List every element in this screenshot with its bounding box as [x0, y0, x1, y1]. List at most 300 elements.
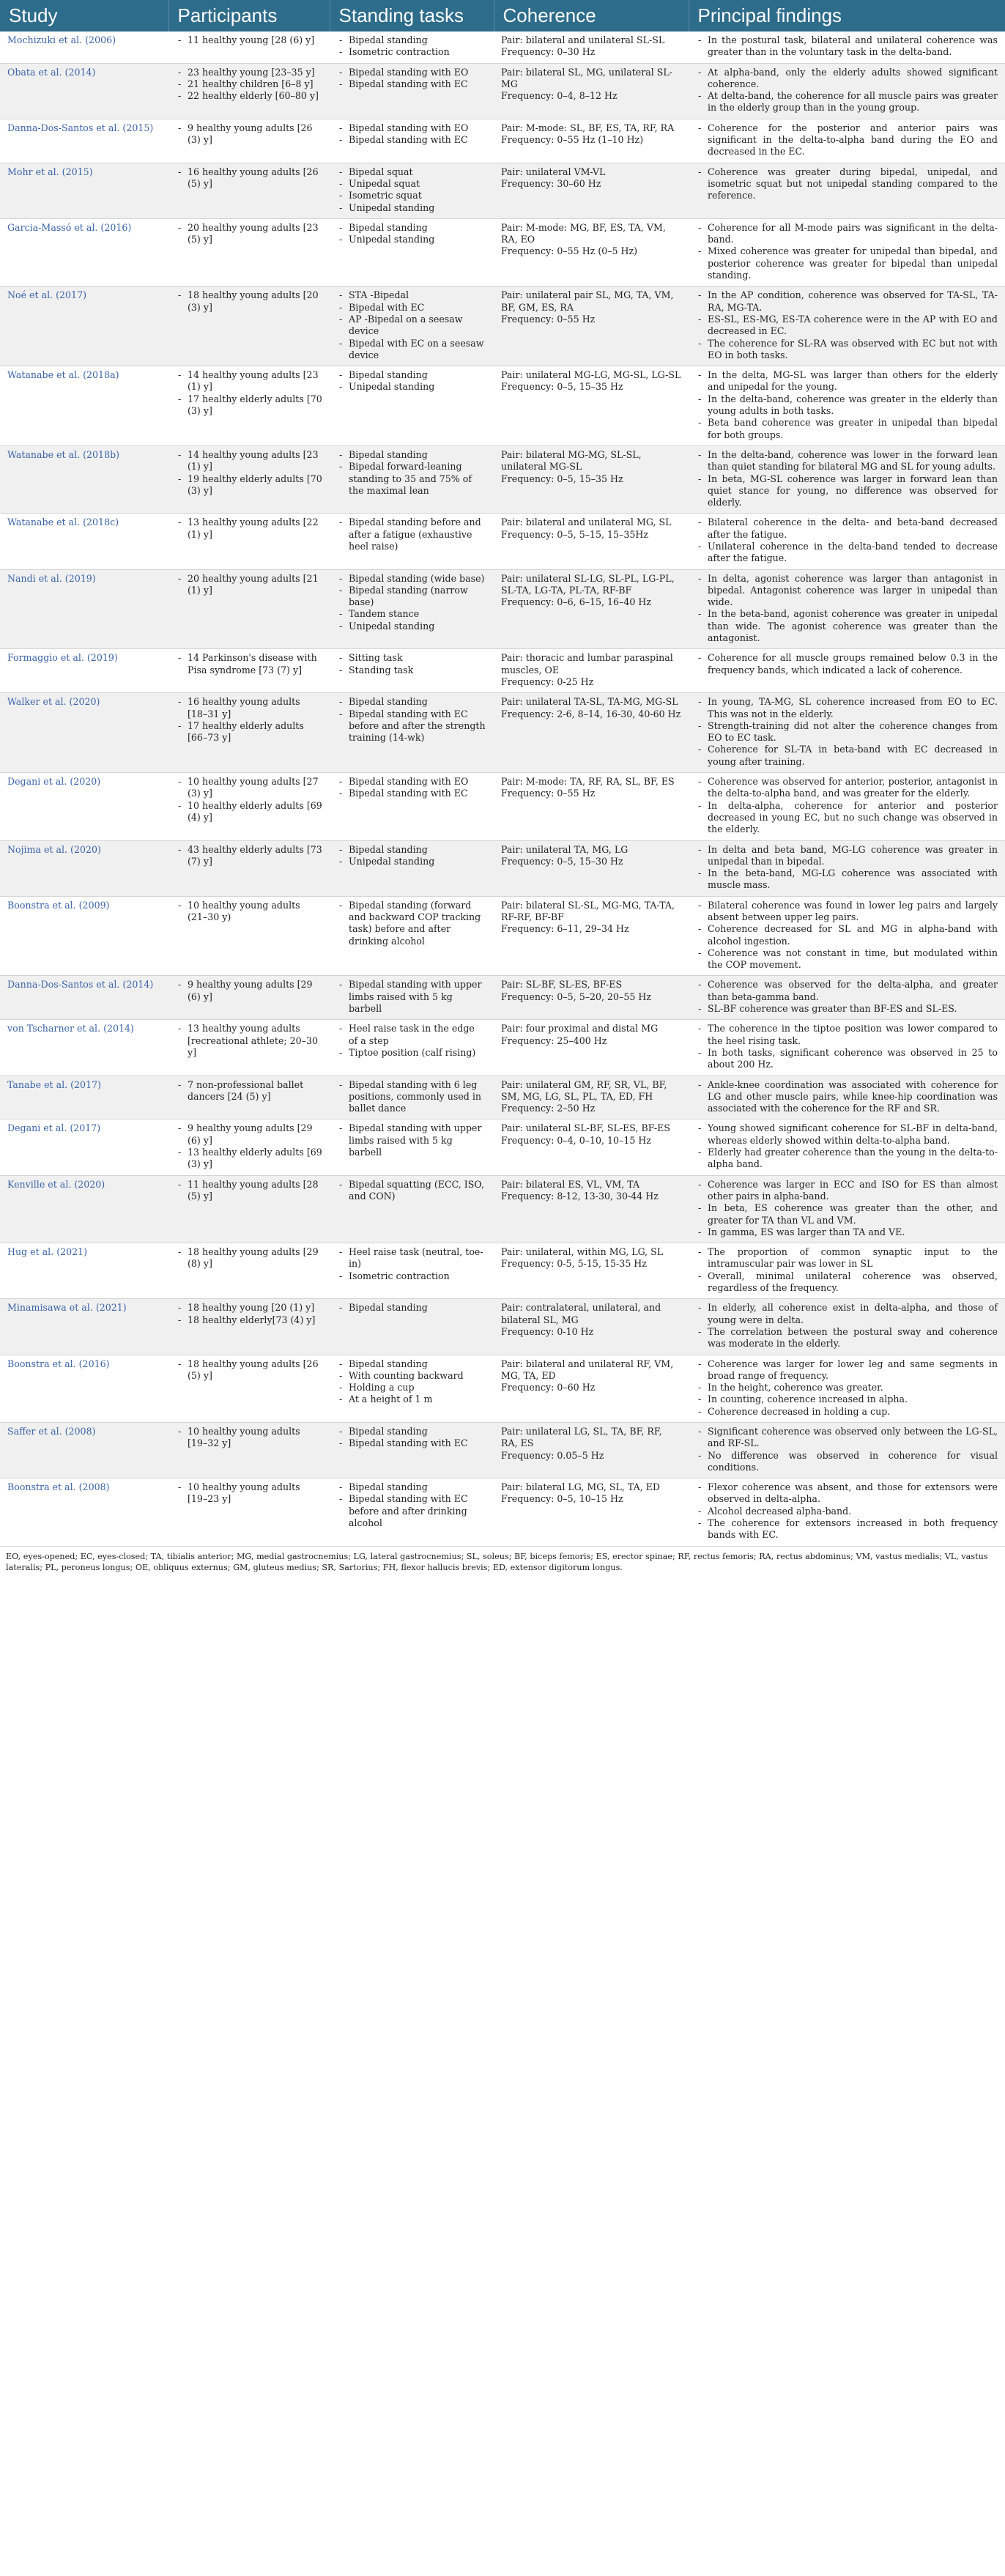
task-item: - Bipedal squat — [337, 166, 486, 178]
tasks-cell-list — [337, 652, 486, 676]
coherence-line: Pair: unilateral TA, MG, LG — [501, 843, 628, 855]
finding-item: - Ankle-knee coordination was associated with coherence for LG and other muscle pairs, while knee-hip coordination was associated with the coherence for the RF and SR. — [696, 1079, 998, 1115]
tasks-cell — [330, 366, 494, 446]
table-row — [0, 693, 1005, 773]
coherence-line: Frequency: 0.05–5 Hz — [501, 1449, 604, 1461]
coherence-line: Pair: unilateral, within MG, LG, SL — [501, 1246, 664, 1258]
coherence-line: Frequency: 0–55 Hz — [501, 788, 596, 799]
participants-cell — [168, 163, 330, 218]
participant-item: - 18 healthy young adults [26 (5) y] — [176, 1358, 322, 1383]
study-citation-link[interactable]: Saffer et al. (2008) — [7, 1425, 96, 1437]
findings-cell-list — [696, 449, 998, 508]
participants-cell-list — [176, 1426, 322, 1450]
table-row — [0, 32, 1005, 63]
finding-item: - In the postural task, bilateral and unilateral coherence was greater than in the voluntary task in the delta-band. — [696, 34, 998, 59]
coherence-line: Frequency: 0–5, 5–20, 20–55 Hz — [501, 991, 651, 1002]
participant-item: - 13 healthy elderly adults [69 (3) y] — [176, 1147, 322, 1171]
coherence-cell — [494, 63, 689, 119]
tasks-cell-list — [337, 1302, 486, 1314]
header-standing-tasks: Standing tasks — [330, 0, 494, 32]
tasks-cell — [330, 1076, 494, 1119]
participant-item: - 18 healthy young adults [29 (8) y] — [176, 1246, 322, 1270]
finding-item: - In both tasks, significant coherence was observed in 25 to about 200 Hz. — [696, 1047, 998, 1071]
finding-item: - Coherence was greater during bipedal, unipedal, and isometric squat but not unipedal standing compared to the reference. — [696, 166, 998, 202]
finding-item: - Mixed coherence was greater for unipedal than bipedal, and posterior coherence was greater for bipedal than unipedal standing. — [696, 245, 998, 281]
findings-cell-list — [696, 1358, 998, 1418]
participant-item: - 17 healthy elderly adults [70 (3) y] — [176, 393, 322, 418]
study-citation-link[interactable]: Mohr et al. (2015) — [7, 166, 93, 177]
participants-cell — [168, 445, 330, 513]
task-item: - Bipedal standing with EO — [337, 122, 486, 134]
coherence-cell — [494, 976, 689, 1020]
participant-item: - 7 non-professional ballet dancers [24 (5) y] — [176, 1079, 322, 1103]
finding-item: - At delta-band, the coherence for all muscle pairs was greater in the elderly group than in the young group. — [696, 90, 998, 114]
study-citation-link[interactable]: Kenville et al. (2020) — [7, 1178, 105, 1190]
tasks-cell-list — [337, 1426, 486, 1450]
participant-item: - 16 healthy young adults [18–31 y] — [176, 696, 322, 720]
coherence-cell — [494, 1119, 689, 1175]
coherence-line: Pair: bilateral and unilateral MG, SL — [501, 517, 672, 528]
participants-cell — [168, 1299, 330, 1355]
finding-item: - The correlation between the postural sway and coherence was moderate in the elderly. — [696, 1326, 998, 1350]
findings-cell-list — [696, 122, 998, 158]
study-cell — [0, 693, 168, 773]
coherence-line: Frequency: 0–60 Hz — [501, 1382, 596, 1394]
finding-item: - Coherence decreased for SL and MG in alpha-band with alcohol ingestion. — [696, 923, 998, 947]
study-cell — [0, 1076, 168, 1119]
participants-cell — [168, 1175, 330, 1243]
finding-item: - Unilateral coherence in the delta-band tended to decrease after the fatigue. — [696, 541, 998, 565]
findings-cell-list — [696, 844, 998, 892]
coherence-cell — [494, 649, 689, 693]
findings-cell-list — [696, 34, 998, 59]
participant-item: - 43 healthy elderly adults [73 (7) y] — [176, 844, 322, 868]
table-row — [0, 514, 1005, 569]
finding-item: - In beta, ES coherence was greater than the other, and greater for TA than VL and VM. — [696, 1202, 998, 1226]
participants-cell — [168, 976, 330, 1020]
coherence-line: Frequency: 0–5, 15–35 Hz — [501, 473, 623, 484]
coherence-cell — [494, 569, 689, 649]
participants-cell-list — [176, 67, 322, 103]
coherence-line: Frequency: 6–11, 29–34 Hz — [501, 923, 629, 935]
coherence-line: Pair: unilateral SL-BF, SL-ES, BF-ES — [501, 1122, 670, 1134]
tasks-cell-list — [337, 1079, 486, 1115]
tasks-cell — [330, 286, 494, 366]
participant-item: - 14 healthy young adults [23 (1) y] — [176, 449, 322, 473]
table-row — [0, 163, 1005, 218]
findings-cell-list — [696, 900, 998, 971]
coherence-cell — [494, 773, 689, 840]
coherence-line: Pair: four proximal and distal MG — [501, 1023, 659, 1035]
study-citation-link[interactable]: Degani et al. (2017) — [7, 1122, 101, 1134]
findings-cell — [689, 218, 1005, 286]
task-item: - Bipedal standing with EC — [337, 1437, 486, 1449]
participant-item: - 18 healthy young adults [20 (3) y] — [176, 289, 322, 314]
task-item: - Bipedal standing with EO — [337, 67, 486, 78]
study-citation-link[interactable]: Formaggio et al. (2019) — [7, 652, 118, 664]
study-citation-link[interactable]: Minamisawa et al. (2021) — [7, 1302, 127, 1314]
tasks-cell-list — [337, 1023, 486, 1059]
study-cell — [0, 1478, 168, 1546]
tasks-cell-list — [337, 517, 486, 552]
study-citation-link[interactable]: Hug et al. (2021) — [7, 1246, 88, 1258]
finding-item: - In gamma, ES was larger than TA and VE. — [696, 1226, 998, 1238]
participants-cell-list — [176, 900, 322, 924]
participants-cell-list — [176, 1122, 322, 1170]
task-item: - Bipedal standing — [337, 1426, 486, 1437]
task-item: - Sitting task — [337, 652, 486, 664]
findings-cell — [689, 649, 1005, 693]
coherence-line: Frequency: 0–30 Hz — [501, 46, 596, 58]
study-citation-link[interactable]: Mochizuki et al. (2006) — [7, 34, 116, 45]
task-item: - Unipedal squat — [337, 178, 486, 190]
task-item: - With counting backward — [337, 1370, 486, 1382]
finding-item: - Beta band coherence was greater in unipedal than bipedal for both groups. — [696, 417, 998, 441]
task-item: - Bipedal forward-leaning standing to 35 and 75% of the maximal lean — [337, 461, 486, 497]
finding-item: - Bilateral coherence in the delta- and beta-band decreased after the fatigue. — [696, 517, 998, 541]
findings-cell — [689, 976, 1005, 1020]
coherence-line: Frequency: 8-12, 13-30, 30-44 Hz — [501, 1190, 659, 1202]
study-cell — [0, 773, 168, 840]
finding-item: - In the AP condition, coherence was observed for TA-SL, TA-RA, MG-TA. — [696, 289, 998, 314]
tasks-cell-list — [337, 1122, 486, 1158]
study-cell — [0, 649, 168, 693]
participant-item: - 16 healthy young adults [26 (5) y] — [176, 166, 322, 190]
study-citation-link[interactable]: Walker et al. (2020) — [7, 696, 100, 708]
study-citation-link[interactable]: Garcia-Massó et al. (2016) — [7, 221, 132, 233]
study-citation-link[interactable]: Nandi et al. (2019) — [7, 572, 96, 584]
findings-cell — [689, 1422, 1005, 1478]
tasks-cell-list — [337, 449, 486, 497]
finding-item: - At alpha-band, only the elderly adults showed significant coherence. — [696, 67, 998, 91]
tasks-cell — [330, 1478, 494, 1546]
finding-item: - Coherence was larger for lower leg and same segments in broad range of frequency. — [696, 1358, 998, 1383]
coherence-line: Pair: M-mode: MG, BF, ES, TA, VM, RA, EO — [501, 221, 666, 245]
tasks-cell — [330, 773, 494, 840]
participants-cell-list — [176, 166, 322, 190]
findings-cell-list — [696, 1179, 998, 1238]
findings-cell-list — [696, 222, 998, 281]
task-item: - Bipedal standing — [337, 696, 486, 708]
finding-item: - The proportion of common synaptic input to the intramuscular pair was lower in SL — [696, 1246, 998, 1270]
coherence-line: Frequency: 0–55 Hz (1–10 Hz) — [501, 134, 644, 146]
findings-cell — [689, 119, 1005, 163]
tasks-cell — [330, 896, 494, 976]
coherence-cell — [494, 218, 689, 286]
study-citation-link[interactable]: Obata et al. (2014) — [7, 66, 96, 78]
tasks-cell-list — [337, 222, 486, 246]
study-cell — [0, 1020, 168, 1076]
findings-cell — [689, 63, 1005, 119]
coherence-line: Pair: unilateral MG-LG, MG-SL, LG-SL — [501, 369, 681, 381]
participants-cell-list — [176, 1179, 322, 1203]
participant-item: - 13 healthy young adults [22 (1) y] — [176, 517, 322, 541]
participants-cell — [168, 1243, 330, 1299]
participants-cell — [168, 896, 330, 976]
task-item: - Bipedal standing — [337, 34, 486, 46]
participant-item: - 10 healthy young adults [27 (3) y] — [176, 776, 322, 800]
participants-cell — [168, 773, 330, 840]
task-item: - Bipedal standing (narrow base) — [337, 585, 486, 609]
study-citation-link[interactable]: Degani et al. (2020) — [7, 776, 101, 788]
coherence-line: Frequency: 0-10 Hz — [501, 1325, 594, 1337]
tasks-cell-list — [337, 369, 486, 393]
task-item: - Bipedal standing with EO — [337, 776, 486, 788]
participant-item: - 18 healthy elderly[73 (4) y] — [176, 1314, 322, 1326]
findings-cell-list — [696, 573, 998, 645]
participant-item: - 11 healthy young [28 (6) y] — [176, 34, 322, 46]
participants-cell — [168, 569, 330, 649]
coherence-cell — [494, 1243, 689, 1299]
task-item: - Bipedal standing with EC — [337, 78, 486, 90]
finding-item: - Strength-training did not alter the coherence changes from EO to EC task. — [696, 720, 998, 744]
study-citation-link[interactable]: Boonstra et al. (2009) — [7, 899, 110, 911]
study-citation-link[interactable]: Noé et al. (2017) — [7, 289, 86, 301]
participants-cell-list — [176, 573, 322, 597]
participants-cell-list — [176, 844, 322, 868]
finding-item: - Alcohol decreased alpha-band. — [696, 1506, 998, 1517]
findings-cell-list — [696, 1023, 998, 1070]
coherence-line: Frequency: 0-25 Hz — [501, 676, 594, 687]
task-item: - Bipedal standing — [337, 369, 486, 381]
header-principal-findings: Principal findings — [689, 0, 1005, 32]
coherence-cell — [494, 1020, 689, 1076]
participants-cell — [168, 1478, 330, 1546]
finding-item: - No difference was observed in coherence for visual conditions. — [696, 1450, 998, 1474]
participants-cell-list — [176, 34, 322, 46]
participants-cell — [168, 366, 330, 446]
study-citation-link[interactable]: Watanabe et al. (2018c) — [7, 517, 119, 528]
coherence-cell — [494, 366, 689, 446]
tasks-cell — [330, 1422, 494, 1478]
coherence-line: Frequency: 0–5, 5–15, 15–35Hz — [501, 528, 648, 540]
findings-cell-list — [696, 1122, 998, 1170]
findings-cell — [689, 840, 1005, 896]
finding-item: - Young showed significant coherence for SL-BF in delta-band, whereas elderly showed within delta-to-alpha band. — [696, 1122, 998, 1147]
table-row — [0, 840, 1005, 896]
coherence-line: Pair: contralateral, unilateral, and bilateral SL, MG — [501, 1302, 661, 1325]
tasks-cell — [330, 1175, 494, 1243]
task-item: - Bipedal standing — [337, 449, 486, 461]
tasks-cell — [330, 840, 494, 896]
participants-cell — [168, 514, 330, 569]
findings-cell — [689, 163, 1005, 218]
study-cell — [0, 1175, 168, 1243]
task-item: - Bipedal squatting (ECC, ISO, and CON) — [337, 1179, 486, 1203]
coherence-cell — [494, 286, 689, 366]
coherence-line: Frequency: 0–5, 15–35 Hz — [501, 381, 623, 393]
participants-cell-list — [176, 776, 322, 823]
study-cell — [0, 1355, 168, 1422]
participant-item: - 18 healthy young [20 (1) y] — [176, 1302, 322, 1314]
study-citation-link[interactable]: Tanabe et al. (2017) — [7, 1078, 102, 1090]
study-citation-link[interactable]: Watanabe et al. (2018a) — [7, 369, 119, 381]
header-coherence: Coherence — [494, 0, 689, 32]
task-item: - Bipedal standing with EC — [337, 134, 486, 146]
participant-item: - 14 healthy young adults [23 (1) y] — [176, 369, 322, 393]
findings-cell — [689, 896, 1005, 976]
table-row — [0, 1119, 1005, 1175]
participants-cell-list — [176, 122, 322, 147]
tasks-cell — [330, 1299, 494, 1355]
coherence-cell — [494, 1422, 689, 1478]
participant-item: - 9 healthy young adults [26 (3) y] — [176, 122, 322, 147]
participants-cell-list — [176, 369, 322, 417]
tasks-cell-list — [337, 34, 486, 59]
participant-item: - 11 healthy young adults [28 (5) y] — [176, 1179, 322, 1203]
finding-item: - Coherence was larger in ECC and ISO for ES than almost other pairs in alpha-band. — [696, 1179, 998, 1203]
coherence-cell — [494, 32, 689, 63]
coherence-line: Pair: bilateral SL-SL, MG-MG, TA-TA, RF-RF, BF-BF — [501, 899, 675, 922]
coherence-cell — [494, 163, 689, 218]
table-row — [0, 445, 1005, 513]
tasks-cell-list — [337, 696, 486, 744]
study-cell — [0, 445, 168, 513]
participants-cell — [168, 218, 330, 286]
findings-cell-list — [696, 166, 998, 202]
finding-item: - Coherence for all muscle groups remained below 0.3 in the frequency bands, which indicated a lack of coherence. — [696, 652, 998, 676]
participant-item: - 14 Parkinson's disease with Pisa syndrome [73 (7) y] — [176, 652, 322, 676]
participants-cell — [168, 32, 330, 63]
task-item: - Bipedal with EC on a seesaw device — [337, 338, 486, 362]
tasks-cell — [330, 32, 494, 63]
tasks-cell-list — [337, 900, 486, 947]
task-item: - Unipedal standing — [337, 234, 486, 245]
findings-cell-list — [696, 369, 998, 441]
findings-cell-list — [696, 517, 998, 564]
table-footnote: EO, eyes-opened; EC, eyes-closed; TA, tibialis anterior; MG, medial gastrocnemius; LG, lateral gastrocnemius; SL, soleus; BF, biceps femoris; ES, erector spinae; RF, rectus femoris; RA, rectus abdominus; VM, vastus medialis; VL, vastus lateralis; PL, peroneus longus; OE, obliquus externus; GM, gluteus medius; SR, Sartorius; FH, flexor hallucis brevis; ED, extensor digitorum longus. — [6, 1551, 988, 1572]
task-item: - Unipedal standing — [337, 202, 486, 214]
findings-cell-list — [696, 1246, 998, 1294]
finding-item: - Coherence was observed for anterior, posterior, antagonist in the delta-to-alpha band, and was greater for the elderly. — [696, 776, 998, 800]
study-cell — [0, 840, 168, 896]
participant-item: - 9 healthy young adults [29 (6) y] — [176, 979, 322, 1003]
findings-cell — [689, 1243, 1005, 1299]
participants-cell — [168, 286, 330, 366]
coherence-cell — [494, 693, 689, 773]
findings-cell — [689, 1299, 1005, 1355]
study-cell — [0, 976, 168, 1020]
finding-item: - Bilateral coherence was found in lower leg pairs and largely absent between upper leg pairs. — [696, 900, 998, 924]
table-row — [0, 286, 1005, 366]
findings-cell-list — [696, 1426, 998, 1473]
tasks-cell-list — [337, 1179, 486, 1203]
task-item: - Bipedal standing — [337, 1302, 486, 1314]
findings-cell-list — [696, 979, 998, 1015]
task-item: - Isometric squat — [337, 190, 486, 201]
study-citation-link[interactable]: von Tscharner et al. (2014) — [7, 1023, 134, 1035]
finding-item: - Coherence was observed for the delta-alpha, and greater than beta-gamma band. — [696, 979, 998, 1003]
findings-cell-list — [696, 289, 998, 361]
tasks-cell — [330, 218, 494, 286]
study-citation-link[interactable]: Danna-Dos-Santos et al. (2015) — [7, 122, 154, 133]
task-item: - Tiptoe position (calf rising) — [337, 1047, 486, 1059]
tasks-cell — [330, 569, 494, 649]
coherence-line: Frequency: 2–50 Hz — [501, 1103, 596, 1114]
findings-cell — [689, 286, 1005, 366]
findings-cell-list — [696, 1079, 998, 1115]
task-item: - Bipedal standing (wide base) — [337, 573, 486, 585]
coherence-cell — [494, 514, 689, 569]
task-item: - Bipedal standing — [337, 222, 486, 234]
tasks-cell-list — [337, 166, 486, 214]
task-item: - Tandem stance — [337, 608, 486, 620]
coherence-line: Frequency: 0–6, 6–15, 16–40 Hz — [501, 596, 651, 608]
participants-cell — [168, 1422, 330, 1478]
findings-cell-list — [696, 652, 998, 676]
finding-item: - Coherence for the posterior and anterior pairs was significant in the delta-to-alpha band during the EO and decreased in the EC. — [696, 122, 998, 158]
tasks-cell-list — [337, 573, 486, 632]
header-participants: Participants — [168, 0, 330, 32]
finding-item: - In the delta-band, coherence was lower in the forward lean than quiet standing for bilateral MG and SL for young adults. — [696, 449, 998, 473]
coherence-cell — [494, 840, 689, 896]
participants-cell-list — [176, 1358, 322, 1383]
table-row — [0, 218, 1005, 286]
coherence-line: Pair: bilateral SL, MG, unilateral SL-MG — [501, 66, 673, 89]
finding-item: - In beta, MG-SL coherence was larger in forward lean than quiet stance for young, no difference was observed for elderly. — [696, 473, 998, 509]
tasks-cell — [330, 1355, 494, 1422]
finding-item: - Coherence for all M-mode pairs was significant in the delta-band. — [696, 222, 998, 246]
study-cell — [0, 896, 168, 976]
finding-item: - SL-BF coherence was greater than BF-ES and SL-ES. — [696, 1003, 998, 1015]
participants-cell-list — [176, 1023, 322, 1059]
participant-item: - 22 healthy elderly [60–80 y] — [176, 90, 322, 102]
finding-item: - In delta, agonist coherence was larger than antagonist in bipedal. Antagonist coherence was larger in unipedal than wide. — [696, 573, 998, 609]
study-citation-link[interactable]: Danna-Dos-Santos et al. (2014) — [7, 979, 154, 991]
findings-cell — [689, 32, 1005, 63]
participants-cell-list — [176, 1302, 322, 1326]
coherence-cell — [494, 1355, 689, 1422]
table-row — [0, 366, 1005, 446]
finding-item: - Coherence for SL-TA in beta-band with EC decreased in young after training. — [696, 744, 998, 768]
table-row — [0, 1478, 1005, 1546]
study-cell — [0, 366, 168, 446]
task-item: - Bipedal standing with EC — [337, 788, 486, 799]
study-citation-link[interactable]: Boonstra et al. (2016) — [7, 1358, 110, 1369]
coherence-cell — [494, 119, 689, 163]
task-item: - Bipedal with EC — [337, 302, 486, 314]
coherence-line: Pair: unilateral LG, SL, TA, BF, RF, RA, ES — [501, 1425, 662, 1449]
participant-item: - 23 healthy young [23–35 y] — [176, 67, 322, 78]
finding-item: - The coherence for SL-RA was observed with EC but not with EO in both tasks. — [696, 338, 998, 362]
coherence-line: Frequency: 0–4, 0–10, 10–15 Hz — [501, 1134, 651, 1146]
study-cell — [0, 119, 168, 163]
task-item: - Isometric contraction — [337, 46, 486, 58]
finding-item: - Coherence decreased in holding a cup. — [696, 1406, 998, 1418]
table-row — [0, 1355, 1005, 1422]
finding-item: - ES-SL, ES-MG, ES-TA coherence were in the AP with EO and decreased in EC. — [696, 314, 998, 338]
study-citation-link[interactable]: Boonstra et al. (2008) — [7, 1481, 110, 1493]
coherence-cell — [494, 445, 689, 513]
task-item: - Unipedal standing — [337, 856, 486, 867]
tasks-cell-list — [337, 1358, 486, 1406]
finding-item: - The coherence in the tiptoe position was lower compared to the heel rising task. — [696, 1023, 998, 1047]
participants-cell-list — [176, 979, 322, 1003]
study-citation-link[interactable]: Nojima et al. (2020) — [7, 843, 101, 855]
study-cell — [0, 1422, 168, 1478]
study-citation-link[interactable]: Watanabe et al. (2018b) — [7, 448, 120, 460]
findings-cell — [689, 1355, 1005, 1422]
coherence-line: Pair: thoracic and lumbar paraspinal muscles, OE — [501, 652, 673, 676]
participants-cell — [168, 1076, 330, 1119]
study-cell — [0, 286, 168, 366]
coherence-line: Frequency: 0–5, 15–30 Hz — [501, 855, 623, 867]
table-row — [0, 1299, 1005, 1355]
tasks-cell-list — [337, 122, 486, 147]
participants-cell-list — [176, 1079, 322, 1103]
coherence-line: Frequency: 0–5, 10–15 Hz — [501, 1493, 623, 1505]
finding-item: - Coherence was not constant in time, but modulated within the COP movement. — [696, 947, 998, 971]
